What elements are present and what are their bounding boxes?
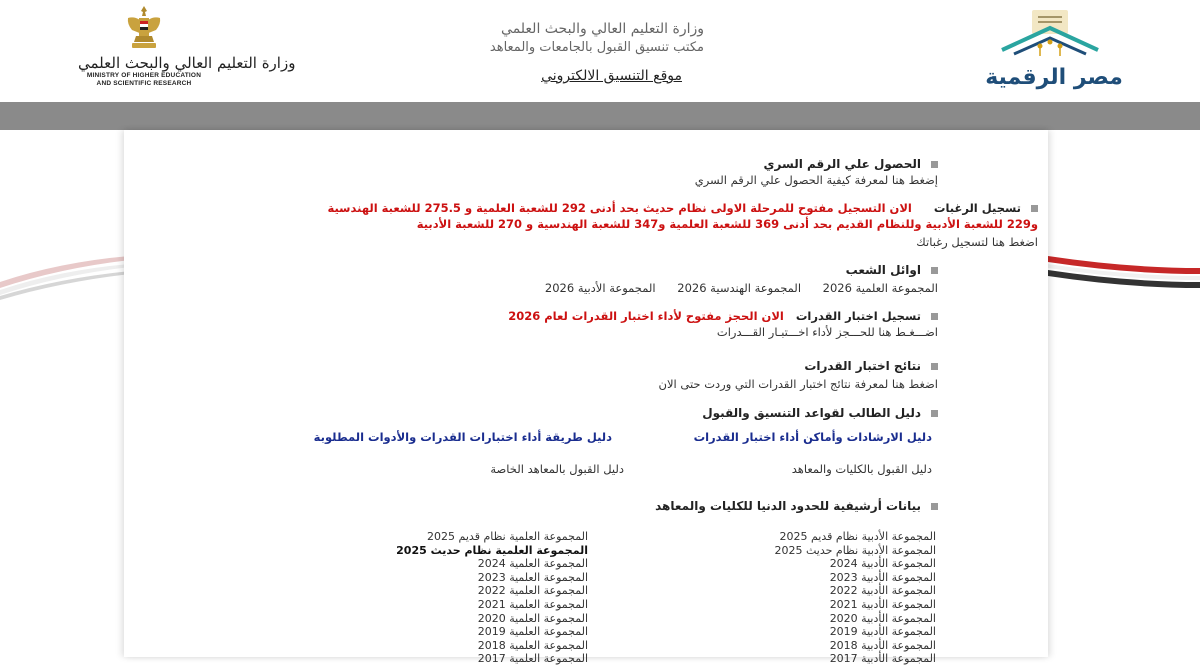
archive-science-link[interactable]: المجموعة العلمية نظام قديم 2025 <box>427 530 588 543</box>
archive-science-link[interactable]: المجموعة العلمية 2024 <box>477 557 588 571</box>
top-science-link[interactable]: المجموعة العلمية 2026 <box>822 281 938 295</box>
section-abilities-results <box>659 358 938 392</box>
archive-science-link[interactable]: المجموعة العلمية 2018 <box>477 638 588 652</box>
bullet-icon <box>931 313 938 320</box>
section-title: بيانات أرشيفية للحدود الدنيا للكليات والمعاهد <box>655 499 921 513</box>
section-title: تسجيل اختبار القدرات <box>795 309 921 323</box>
flag-wave-right-decoration <box>1048 238 1200 298</box>
site-header <box>0 0 1200 102</box>
archive-literary-column <box>774 530 936 666</box>
archive-science-link[interactable]: المجموعة العلمية نظام حديث 2025 <box>396 543 588 557</box>
abilities-notice: الان الحجز مفتوح لأداء اختبار القدرات لعام 2026 <box>508 309 784 323</box>
archive-literary-link[interactable]: المجموعة الأدبية 2020 <box>829 611 936 625</box>
digital-egypt-logo[interactable] <box>985 6 1123 94</box>
ministry-arabic-name: وزارة التعليم العالي والبحث العلمي <box>78 54 296 72</box>
header-site-title-link[interactable]: موقع التنسيق الالكتروني <box>541 68 682 84</box>
ministry-english-line1: MINISTRY OF HIGHER EDUCATION <box>86 72 202 79</box>
section-title: الحصول علي الرقم السري <box>763 157 921 171</box>
egypt-eagle-icon <box>124 4 164 52</box>
bullet-icon <box>931 410 938 417</box>
section-title: تسجيل الرغبات <box>933 201 1021 215</box>
archive-literary-link[interactable]: المجموعة الأدبية 2022 <box>829 584 936 598</box>
section-title: نتائج اختبار القدرات <box>804 359 921 373</box>
bullet-icon <box>931 503 938 510</box>
archive-literary-link[interactable]: المجموعة الأدبية 2021 <box>829 597 936 611</box>
archive-literary-link[interactable]: المجموعة الأدبية 2024 <box>829 557 936 571</box>
guide-colleges-admission-link[interactable]: دليل القبول بالكليات والمعاهد <box>791 462 932 476</box>
digital-egypt-logo-mark <box>1002 10 1098 56</box>
header-ministry-title: وزارة التعليم العالي والبحث العلمي <box>501 21 704 37</box>
archive-science-link[interactable]: المجموعة العلمية 2020 <box>477 611 588 625</box>
wishes-notice-line1: الان التسجيل مفتوح للمرحلة الاولى نظام حديث بحد أدنى 292 للشعبة العلمية و 275.5 للشعبة الهندسية <box>327 201 912 215</box>
archive-literary-link[interactable]: المجموعة الأدبية نظام قديم 2025 <box>779 530 936 543</box>
archive-literary-link[interactable]: المجموعة الأدبية نظام حديث 2025 <box>774 543 936 557</box>
guide-instructions-link[interactable]: دليل الارشادات وأماكن أداء اختبار القدرات <box>693 430 932 444</box>
abilities-booking-link[interactable]: اضـــغـط هنا للحـــجز لأداء اخـــتبـار القـــدرات <box>716 325 938 339</box>
bullet-icon <box>931 363 938 370</box>
secret-number-link[interactable]: إضغط هنا لمعرفة كيفية الحصول علي الرقم السري <box>694 173 938 187</box>
main-content-panel <box>124 130 1048 666</box>
archive-science-link[interactable]: المجموعة العلمية 2023 <box>477 570 588 584</box>
bullet-icon <box>931 161 938 168</box>
top-engineering-link[interactable]: المجموعة الهندسية 2026 <box>677 281 802 295</box>
section-wishes <box>148 200 1038 250</box>
abilities-results-link[interactable]: اضغط هنا لمعرفة نتائج اختبار القدرات التي وردت حتى الان <box>658 377 938 391</box>
bullet-icon <box>1031 205 1038 212</box>
archive-literary-link[interactable]: المجموعة الأدبية 2017 <box>829 652 936 666</box>
wishes-notice-line2: و229 للشعبة الأدبية وللنظام القديم بحد أدنى 369 للشعبة العلمية و347 للشعبة الهندسية و 270 للشعبة الأدبية <box>416 217 1038 231</box>
header-gray-bar <box>0 102 1200 130</box>
section-title: دليل الطالب لقواعد التنسيق والقبول <box>702 406 921 420</box>
bullet-icon <box>931 267 938 274</box>
section-abilities-registration <box>508 308 938 340</box>
ministry-logo[interactable] <box>78 4 296 98</box>
archive-literary-link[interactable]: المجموعة الأدبية 2018 <box>829 638 936 652</box>
archive-science-link[interactable]: المجموعة العلمية 2019 <box>477 625 588 639</box>
section-top-students <box>527 262 938 296</box>
header-center-text <box>440 20 704 87</box>
digital-egypt-logo-text: مصر الرقمية <box>985 65 1123 90</box>
section-title: اوائل الشعب <box>845 263 921 277</box>
guide-abilities-method-link[interactable]: دليل طريقة أداء اختبارات القدرات والأدوات المطلوبة <box>313 430 612 444</box>
archive-science-link[interactable]: المجموعة العلمية 2022 <box>477 584 588 598</box>
archive-science-column <box>396 530 588 666</box>
section-student-guide <box>702 405 938 421</box>
archive-literary-link[interactable]: المجموعة الأدبية 2023 <box>829 570 936 584</box>
guide-private-institutes-link[interactable]: دليل القبول بالمعاهد الخاصة <box>490 462 624 476</box>
header-office-title: مكتب تنسيق القبول بالجامعات والمعاهد <box>489 40 704 55</box>
archive-science-link[interactable]: المجموعة العلمية 2021 <box>477 597 588 611</box>
section-secret-number <box>695 156 938 188</box>
archive-science-link[interactable]: المجموعة العلمية 2017 <box>477 652 588 666</box>
top-literary-link[interactable]: المجموعة الأدبية 2026 <box>544 281 656 295</box>
archive-literary-link[interactable]: المجموعة الأدبية 2019 <box>829 625 936 639</box>
wishes-register-link[interactable]: اضغط هنا لتسجيل رغباتك <box>916 235 1038 249</box>
section-archive <box>655 498 938 514</box>
flag-wave-left-decoration <box>0 240 130 300</box>
ministry-english-line2: AND SCIENTIFIC RESEARCH <box>96 80 192 87</box>
